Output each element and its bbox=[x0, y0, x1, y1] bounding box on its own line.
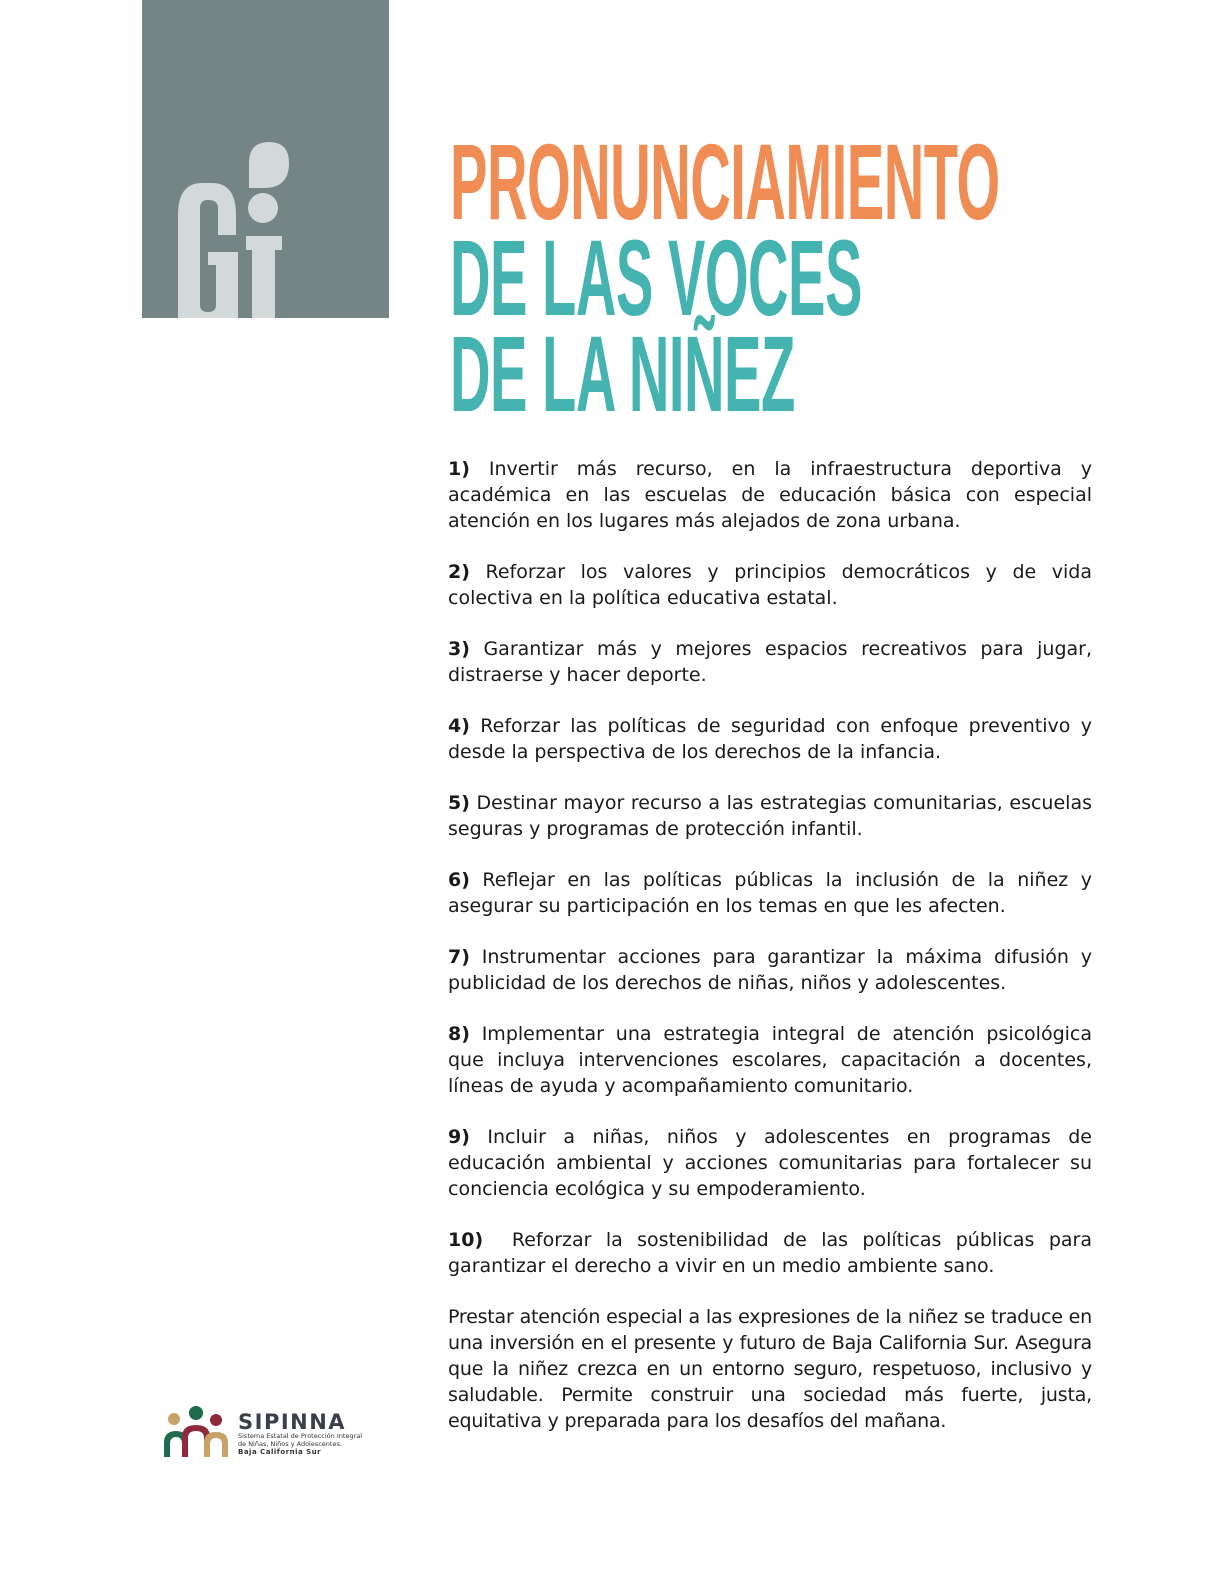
item-text: Reforzar las políticas de seguridad con enfoque preventivo y desde la perspectiva de los derechos de la infancia. bbox=[448, 715, 1092, 763]
item-number: 5) bbox=[448, 792, 470, 814]
list-item bbox=[448, 456, 1092, 534]
list-item bbox=[448, 944, 1092, 996]
closing-paragraph: Prestar atención especial a las expresiones de la niñez se traduce en una inversión en el presente y futuro de Baja California Sur. Asegura que la niñez crezca en un entorno seguro, respetuoso, inclusivo y saludable. Permite construir una sociedad más fuerte, justa, equitativa y preparada para los desafíos del mañana. bbox=[448, 1306, 1092, 1432]
item-number: 2) bbox=[448, 561, 470, 583]
item-number: 9) bbox=[448, 1126, 470, 1148]
list-item bbox=[448, 1227, 1099, 1279]
sipinna-people-icon bbox=[162, 1405, 230, 1457]
title-line-3: DE LA NIÑEZ bbox=[450, 313, 795, 434]
sipinna-text bbox=[238, 1411, 362, 1457]
item-number: 6) bbox=[448, 869, 470, 891]
list-item bbox=[448, 1124, 1092, 1202]
sipinna-name: SIPINNA bbox=[238, 1410, 347, 1434]
page-title bbox=[450, 121, 1218, 434]
item-text: Incluir a niñas, niños y adolescentes en programas de educación ambiental y acciones comunitarias para fortalecer su conciencia ecológica y su empoderamiento. bbox=[448, 1126, 1092, 1200]
item-number: 1) bbox=[448, 458, 470, 480]
item-text: Instrumentar acciones para garantizar la máxima difusión y publicidad de los derechos de niñas, niños y adolescentes. bbox=[448, 946, 1092, 994]
title-line-2: DE LAS VOCES bbox=[450, 217, 862, 338]
item-number: 8) bbox=[448, 1023, 470, 1045]
sipinna-state: Baja California Sur bbox=[238, 1448, 322, 1456]
title-line-1: PRONUNCIAMIENTO bbox=[450, 121, 1000, 242]
item-number: 3) bbox=[448, 638, 470, 660]
list-item bbox=[448, 1021, 1092, 1099]
list-item bbox=[448, 559, 1092, 611]
item-text: Destinar mayor recurso a las estrategias comunitarias, escuelas seguras y programas de protección infantil. bbox=[448, 792, 1092, 840]
item-text: Implementar una estrategia integral de atención psicológica que incluya intervenciones escolares, capacitación a docentes, líneas de ayuda y acompañamiento comunitario. bbox=[448, 1023, 1092, 1097]
item-text: Reflejar en las políticas públicas la inclusión de la niñez y asegurar su participación en los temas en que les afecten. bbox=[448, 869, 1092, 917]
item-text: Invertir más recurso, en la infraestructura deportiva y académica en las escuelas de educación básica con especial atención en los lugares más alejados de zona urbana. bbox=[448, 458, 1092, 532]
item-number: 10) bbox=[448, 1229, 484, 1251]
item-text: Reforzar los valores y principios democráticos y de vida colectiva en la política educativa estatal. bbox=[448, 561, 1092, 609]
sipinna-logo bbox=[162, 1405, 362, 1457]
pronouncement-list bbox=[448, 456, 1099, 1434]
item-number: 4) bbox=[448, 715, 470, 737]
item-text: Reforzar la sostenibilidad de las políticas públicas para garantizar el derecho a vivir en un medio ambiente sano. bbox=[448, 1229, 1099, 1277]
item-text: Garantizar más y mejores espacios recreativos para jugar, distraerse y hacer deporte. bbox=[448, 638, 1092, 686]
gi-logo-icon bbox=[142, 0, 389, 318]
item-number: 7) bbox=[448, 946, 470, 968]
sipinna-subtitle-1: Sistema Estatal de Protección Integral bbox=[238, 1432, 363, 1440]
list-item bbox=[448, 790, 1092, 842]
list-item bbox=[448, 636, 1092, 688]
gi-logo-block bbox=[142, 0, 389, 318]
sipinna-subtitle-2: de Niñas, Niños y Adolescentes. bbox=[238, 1439, 342, 1448]
list-item bbox=[448, 713, 1092, 765]
list-item bbox=[448, 867, 1092, 919]
